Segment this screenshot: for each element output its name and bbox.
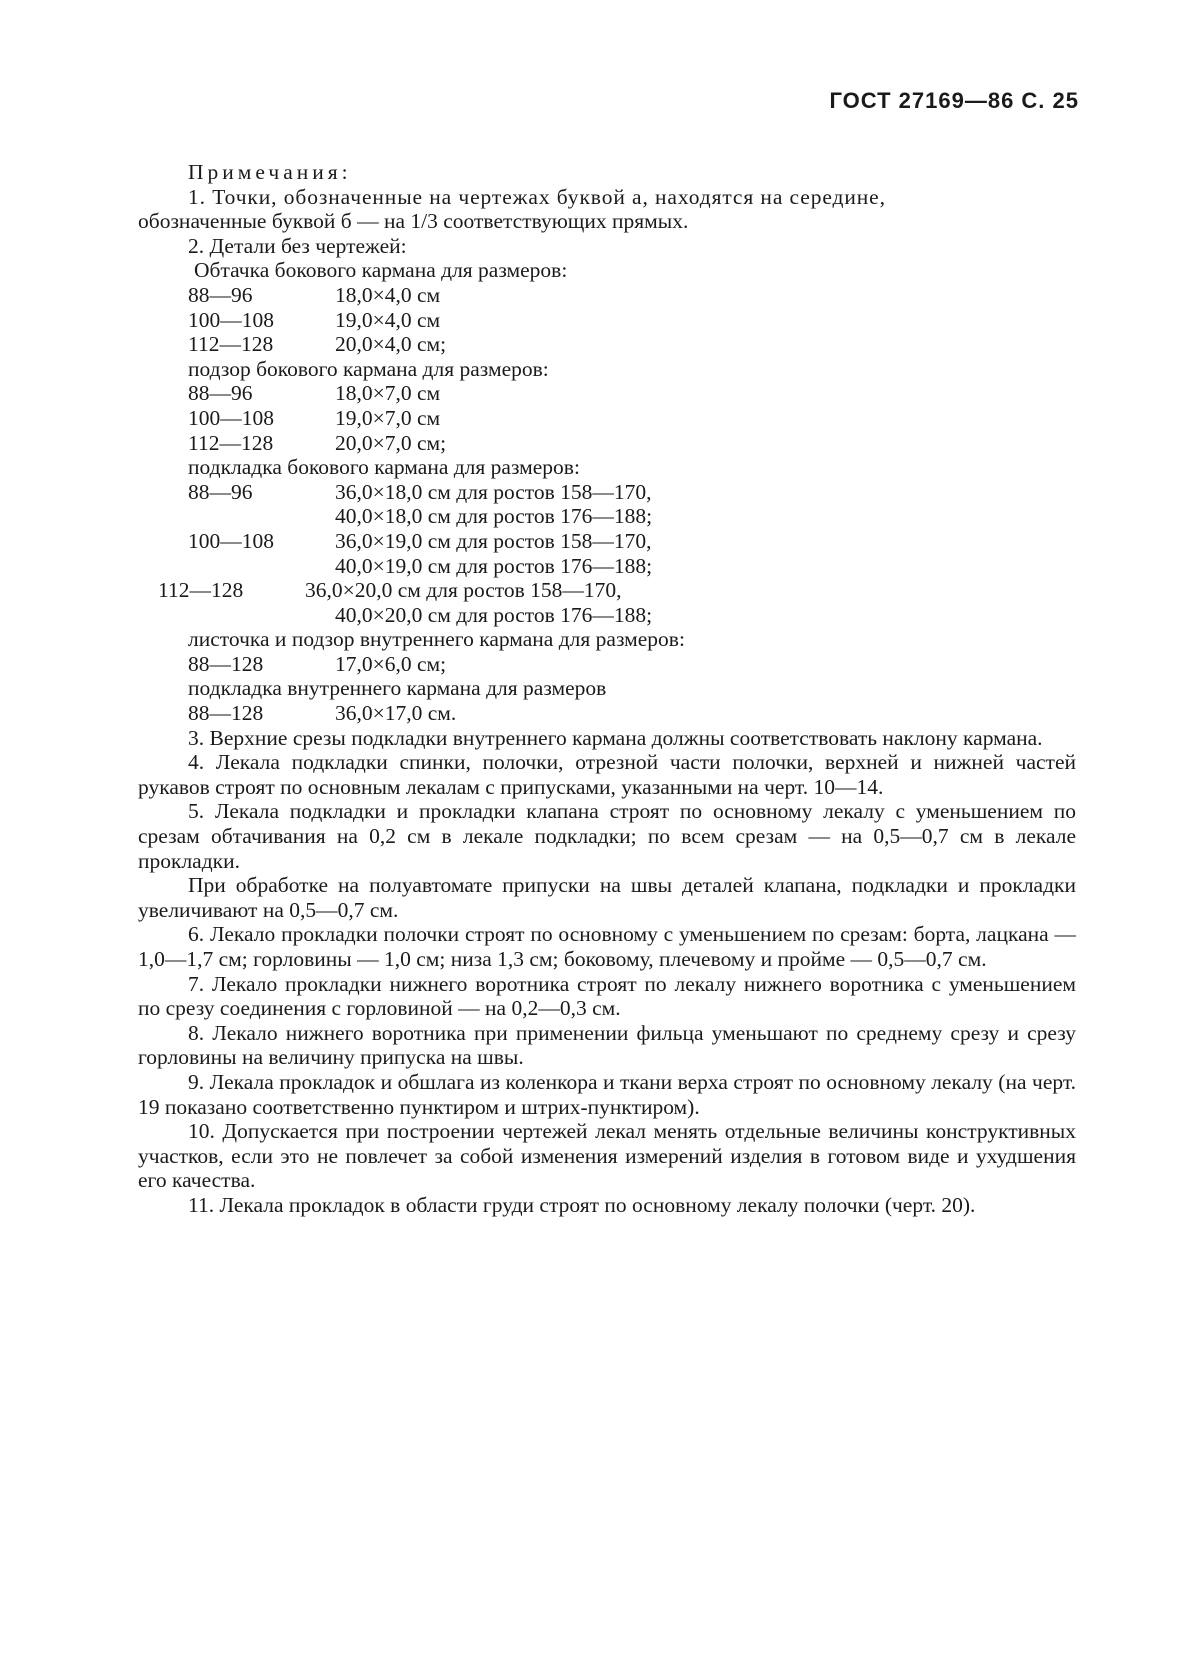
note-9: 9. Лекала прокладок и обшлага из коленкора и ткани верха строят по основному лекалу (на черт. 19 показано соответственно пунктиром и штрих-пунктиром). [138,1069,1076,1119]
dimension-value: 18,0×4,0 см [335,282,441,307]
size-range: 88—96 [188,381,253,406]
inner-lining-row [138,701,1076,726]
note-1-line-2: обозначенные буквой б — на 1/3 соответствующих прямых. [138,209,689,234]
note-4: 4. Лекала подкладки спинки, полочки, отрезной части полочки, верхней и нижней частей рукавов строят по основным лекалам с припусками, указанными на черт. 10—14. [138,750,1076,799]
dimension-value: 17,0×6,0 см; [335,651,447,676]
dimension-value: 20,0×4,0 см; [335,332,447,357]
lining-row [138,578,1076,603]
undercut-row [138,381,1076,406]
dimension-value: 36,0×20,0 см для ростов 158—170, [305,578,622,603]
lining-row-continued [138,554,1076,579]
undercut-row [138,431,1076,456]
note-7: 7. Лекало прокладки нижнего воротника строят по лекалу нижнего воротника с уменьшением по срезу соединения с горловиной — на 0,2—0,3 см. [138,971,1076,1021]
undercut-row [138,406,1076,431]
dimension-value: 36,0×19,0 см для ростов 158—170, [335,528,652,553]
undercut-title: подзор бокового кармана для размеров: [188,356,549,381]
note-1-line-1: 1. Точки, обозначенные на чертежах буквой а, находятся на середине, [188,184,886,209]
size-range: 88—128 [188,651,264,676]
size-range: 112—128 [188,332,274,357]
lining-row-continued [138,504,1076,529]
dimension-value: 36,0×17,0 см. [335,701,457,726]
lining-title: подкладка бокового кармана для размеров: [188,455,580,480]
size-range: 100—108 [188,528,274,553]
dimension-value: 40,0×19,0 см для ростов 176—188; [335,553,653,578]
note-3: 3. Верхние срезы подкладки внутреннего кармана должны соответствовать наклону кармана. [188,725,1043,750]
note-5-extra: При обработке на полуавтомате припуски на швы деталей клапана, подкладки и прокладки увеличивают на 0,5—0,7 см. [138,873,1076,922]
note-2-title: 2. Детали без чертежей: [188,233,407,258]
dimension-value: 18,0×7,0 см [335,381,441,406]
welt-title: листочка и подзор внутреннего кармана для размеров: [188,627,685,652]
size-range: 112—128 [188,430,274,455]
lining-row-continued [138,603,1076,628]
notes-title: Примечания: [188,160,352,184]
dimension-value: 40,0×20,0 см для ростов 176—188; [335,602,653,627]
size-range: 88—96 [188,479,253,504]
welt-row [138,652,1076,677]
lining-row [138,529,1076,554]
dimension-value: 19,0×7,0 см [335,405,441,430]
notes-section [138,160,1076,1218]
note-8: 8. Лекало нижнего воротника при применении фильца уменьшают по среднему срезу и срезу горловины на величину припуска на швы. [138,1020,1076,1070]
dimension-value: 36,0×18,0 см для ростов 158—170, [335,479,652,504]
inner-lining-title: подкладка внутреннего кармана для размеров [188,676,607,701]
facing-title: Обтачка бокового кармана для размеров: [194,258,568,283]
facing-row [138,308,1076,333]
facing-row [138,332,1076,357]
note-11: 11. Лекала прокладок в области груди строят по основному лекалу полочки (черт. 20). [188,1192,976,1217]
dimension-value: 19,0×4,0 см [335,307,441,332]
lining-row [138,480,1076,505]
size-range: 88—96 [188,282,253,307]
dimension-value: 40,0×18,0 см для ростов 176—188; [335,504,653,529]
note-6: 6. Лекало прокладки полочки строят по основному с уменьшением по срезам: борта, лацкана — 1,0—1,7 см; горловины — 1,0 см; низа 1,3 см; боковому, плечевому и пройме — 0,5—0,7 см. [138,922,1076,971]
size-range: 100—108 [188,405,274,430]
note-5: 5. Лекала подкладки и прокладки клапана строят по основному лекалу с уменьшением по срезам обтачивания на 0,2 см в лекале подкладки; по всем срезам — на 0,5—0,7 см в лекале прокладки. [138,799,1076,873]
dimension-value: 20,0×7,0 см; [335,430,447,455]
page-header: ГОСТ 27169—86 С. 25 [829,88,1079,113]
facing-row [138,283,1076,308]
note-10: 10. Допускается при построении чертежей лекал менять отдельные величины конструктивных участков, если это не повлечет за собой изменения измерений изделия в готовом виде и ухудшения его качества. [138,1119,1076,1193]
size-range: 88—128 [188,701,264,726]
size-range: 112—128 [158,578,244,603]
size-range: 100—108 [188,307,274,332]
